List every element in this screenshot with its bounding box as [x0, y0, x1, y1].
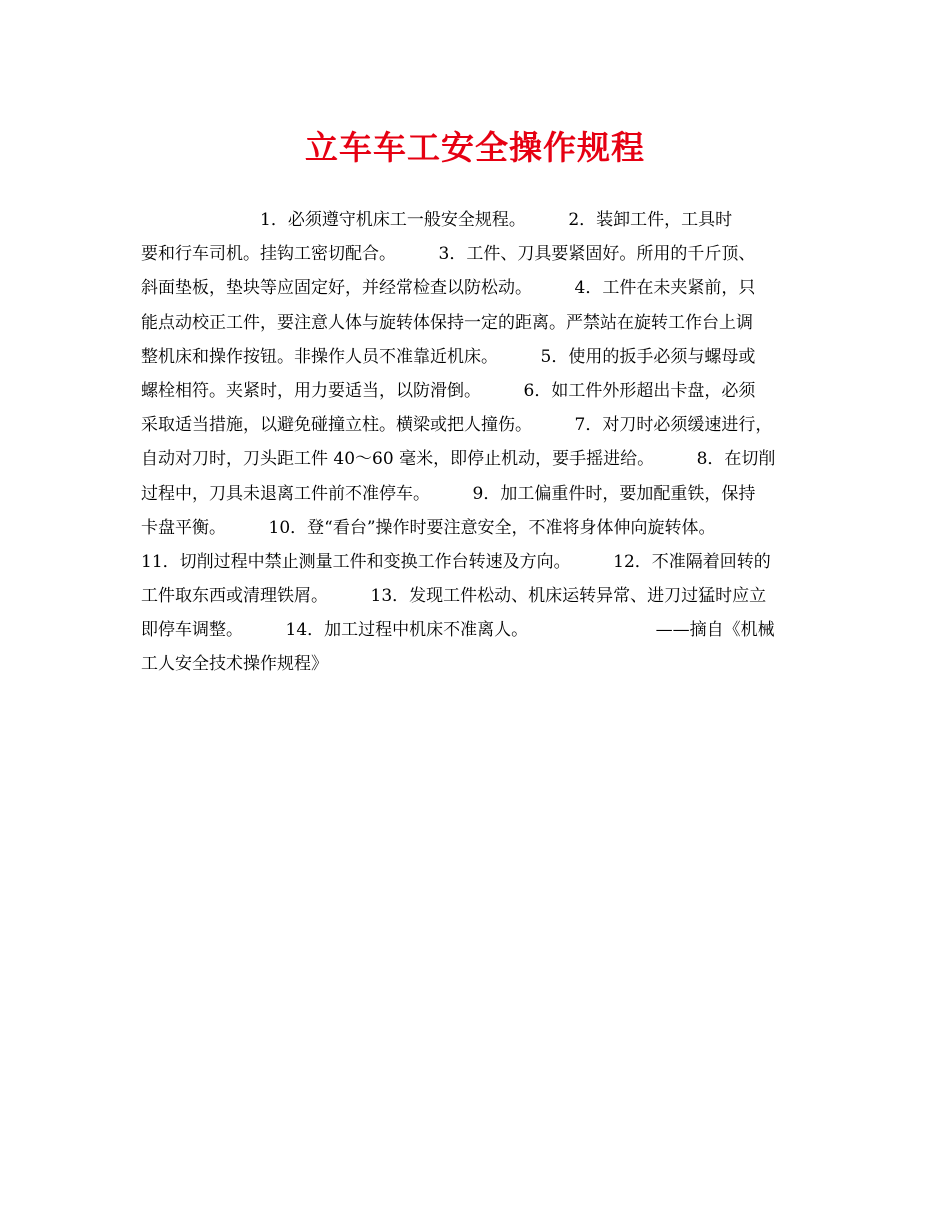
- body-line: 斜面垫板，垫块等应固定好，并经常检查以防松动。 4．工件在未夹紧前，只: [141, 278, 756, 299]
- document-body: [141, 203, 831, 682]
- body-line: 即停车调整。 14．加工过程中机床不准离人。 ——摘自《机械: [141, 620, 775, 641]
- body-line: 自动对刀时，刀头距工件 40～60 毫米，即停止机动，要手摇进给。 8．在切削: [141, 449, 776, 470]
- body-line: 螺栓相符。夹紧时，用力要适当，以防滑倒。 6．如工件外形超出卡盘，必须: [141, 380, 756, 401]
- body-line: 工人安全技术操作规程》: [141, 654, 328, 675]
- document-title: 立车车工安全操作规程: [305, 128, 645, 167]
- body-line: 工件取东西或清理铁屑。 13．发现工件松动、机床运转异常、进刀过猛时应立: [141, 586, 767, 607]
- body-line: 能点动校正工件，要注意人体与旋转体保持一定的距离。严禁站在旋转工作台上调: [141, 312, 753, 333]
- body-line: 过程中，刀具未退离工件前不准停车。 9．加工偏重件时，要加配重铁，保持: [141, 483, 756, 504]
- body-line: 整机床和操作按钮。非操作人员不准靠近机床。 5．使用的扳手必须与螺母或: [141, 346, 756, 367]
- body-line: 1．必须遵守机床工一般安全规程。 2．装卸工件，工具时: [141, 210, 733, 230]
- body-line: 11．切削过程中禁止测量工件和变换工作台转速及方向。 12．不准隔着回转的: [141, 551, 771, 572]
- body-line: 卡盘平衡。 10．登“看台”操作时要注意安全，不准将身体伸向旋转体。: [141, 517, 716, 538]
- body-line: 要和行车司机。挂钩工密切配合。 3．工件、刀具要紧固好。所用的千斤顶、: [141, 244, 756, 265]
- body-line: 采取适当措施，以避免碰撞立柱。横梁或把人撞伤。 7．对刀时必须缓速进行，: [141, 415, 773, 436]
